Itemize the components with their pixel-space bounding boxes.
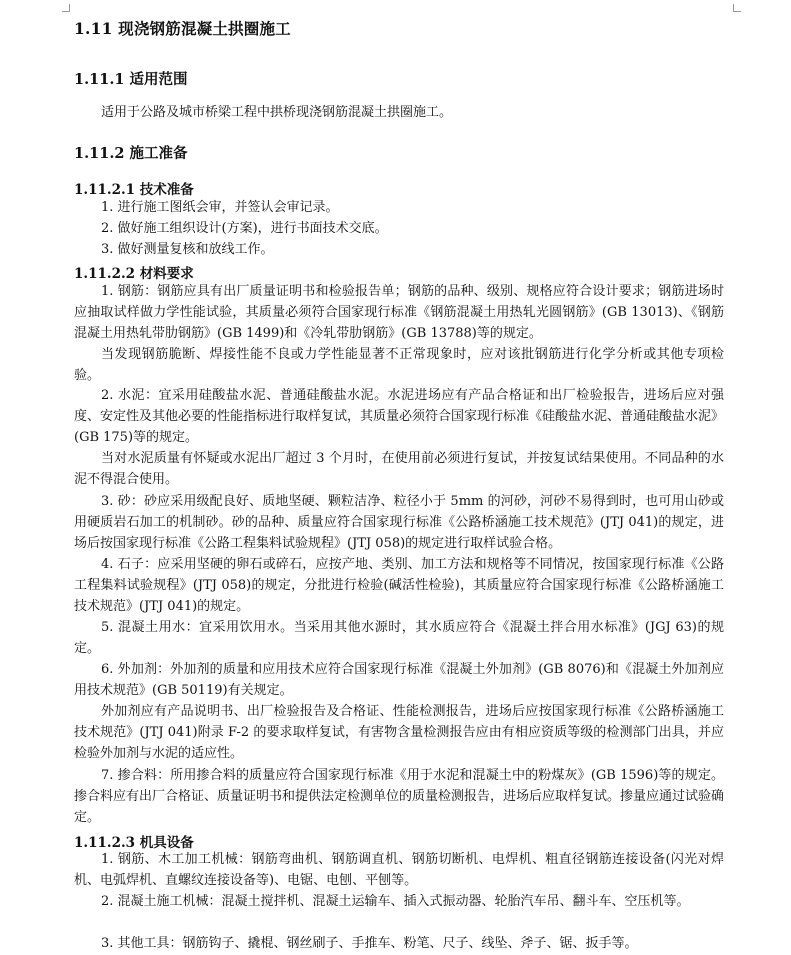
subsection-heading-equipment: 1.11.2.3 机具设备 xyxy=(74,835,194,851)
equipment-tools: 3. 其他工具：钢筋钩子、撬棍、钢丝刷子、手推车、粉笔、尺子、线坠、斧子、锯、扳手等。 xyxy=(101,936,638,951)
section-heading-preparation: 1.11.2 施工准备 xyxy=(74,145,188,162)
materials-water: 5. 混凝土用水：宜采用饮用水。当采用其他水源时，其水质应符合《混凝土拌合用水标准》(JGJ 63)的规定。 xyxy=(74,620,724,656)
crop-mark-right xyxy=(733,4,741,12)
materials-mineral-admixture: 7. 掺合料：所用掺合料的质量应符合国家现行标准《用于水泥和混凝土中的粉煤灰》(GB 1596)等的规定。掺合料应有出厂合格证、质量证明书和提供法定检测单位的质量检测报告，进场后应取样复试。掺量应通过试验确定。 xyxy=(74,768,725,825)
tech-item-3: 3. 做好测量复核和放线工作。 xyxy=(101,242,274,257)
materials-rebar: 1. 钢筋：钢筋应具有出厂质量证明书和检验报告单；钢筋的品种、级别、规格应符合设计要求；钢筋进场时应抽取试样做力学性能试验，其质量必须符合国家现行标准《钢筋混凝土用热轧光圆钢筋》(GB 13013)、《钢筋混凝土用热轧带肋钢筋》(GB 1499)和《冷轧带肋钢筋》(GB 13788)等的规定。 xyxy=(74,284,724,341)
materials-cement-note: 当对水泥质量有怀疑或水泥出厂超过 3 个月时，在使用前必须进行复试，并按复试结果使用。不同品种的水泥不得混合使用。 xyxy=(74,451,724,487)
section-heading-scope: 1.11.1 适用范围 xyxy=(74,71,188,88)
page-title: 1.11 现浇钢筋混凝土拱圈施工 xyxy=(74,19,291,38)
subsection-heading-materials: 1.11.2.2 材料要求 xyxy=(74,266,194,282)
materials-cement: 2. 水泥：宜采用硅酸盐水泥、普通硅酸盐水泥。水泥进场应有产品合格证和出厂检验报告，进场后应对强度、安定性及其他必要的性能指标进行取样复试，其质量必须符合国家现行标准《硅酸盐水泥、普通硅酸盐水泥》(GB 175)等的规定。 xyxy=(74,388,725,445)
materials-gravel: 4. 石子：应采用坚硬的卵石或碎石，应按产地、类别、加工方法和规格等不同情况，按国家现行标准《公路工程集料试验规程》(JTJ 058)的规定，分批进行检验(碱活性检验)，其质量应符合国家现行标准《公路桥涵施工技术规范》(JTJ 041)的规定。 xyxy=(74,557,724,614)
scope-text: 适用于公路及城市桥梁工程中拱桥现浇钢筋混凝土拱圈施工。 xyxy=(101,105,453,120)
materials-sand: 3. 砂：砂应采用级配良好、质地坚硬、颗粒洁净、粒径小于 5mm 的河砂，河砂不易得到时，也可用山砂或用硬质岩石加工的机制砂。砂的品种、质量应符合国家现行标准《公路桥涵施工技术规范》(JTJ 041)的规定，进场后按国家现行标准《公路工程集料试验规程》(JTJ 058)的规定进行取样试验合格。 xyxy=(74,494,724,551)
crop-mark-left xyxy=(62,4,70,12)
materials-rebar-note: 当发现钢筋脆断、焊接性能不良或力学性能显著不正常现象时，应对该批钢筋进行化学分析或其他专项检验。 xyxy=(74,347,724,383)
equipment-concrete: 2. 混凝土施工机械：混凝土搅拌机、混凝土运输车、插入式振动器、轮胎汽车吊、翻斗车、空压机等。 xyxy=(101,894,690,909)
materials-admixture: 6. 外加剂：外加剂的质量和应用技术应符合国家现行标准《混凝土外加剂》(GB 8076)和《混凝土外加剂应用技术规范》(GB 50119)有关规定。 xyxy=(74,662,724,698)
subsection-heading-tech: 1.11.2.1 技术准备 xyxy=(74,182,194,198)
materials-admixture-note: 外加剂应有产品说明书、出厂检验报告及合格证、性能检测报告，进场后应按国家现行标准《公路桥涵施工技术规范》(JTJ 041)附录 F-2 的要求取样复试，有害物含量检测报告应由有相应资质等级的检测部门出具，并应检验外加剂与水泥的适应性。 xyxy=(74,704,724,761)
tech-item-2: 2. 做好施工组织设计(方案)，进行书面技术交底。 xyxy=(101,221,388,236)
tech-item-1: 1. 进行施工图纸会审，并签认会审记录。 xyxy=(101,200,339,215)
equipment-processing: 1. 钢筋、木工加工机械：钢筋弯曲机、钢筋调直机、钢筋切断机、电焊机、粗直径钢筋连接设备(闪光对焊机、电弧焊机、直螺纹连接设备等)、电锯、电刨、平刨等。 xyxy=(74,852,724,888)
